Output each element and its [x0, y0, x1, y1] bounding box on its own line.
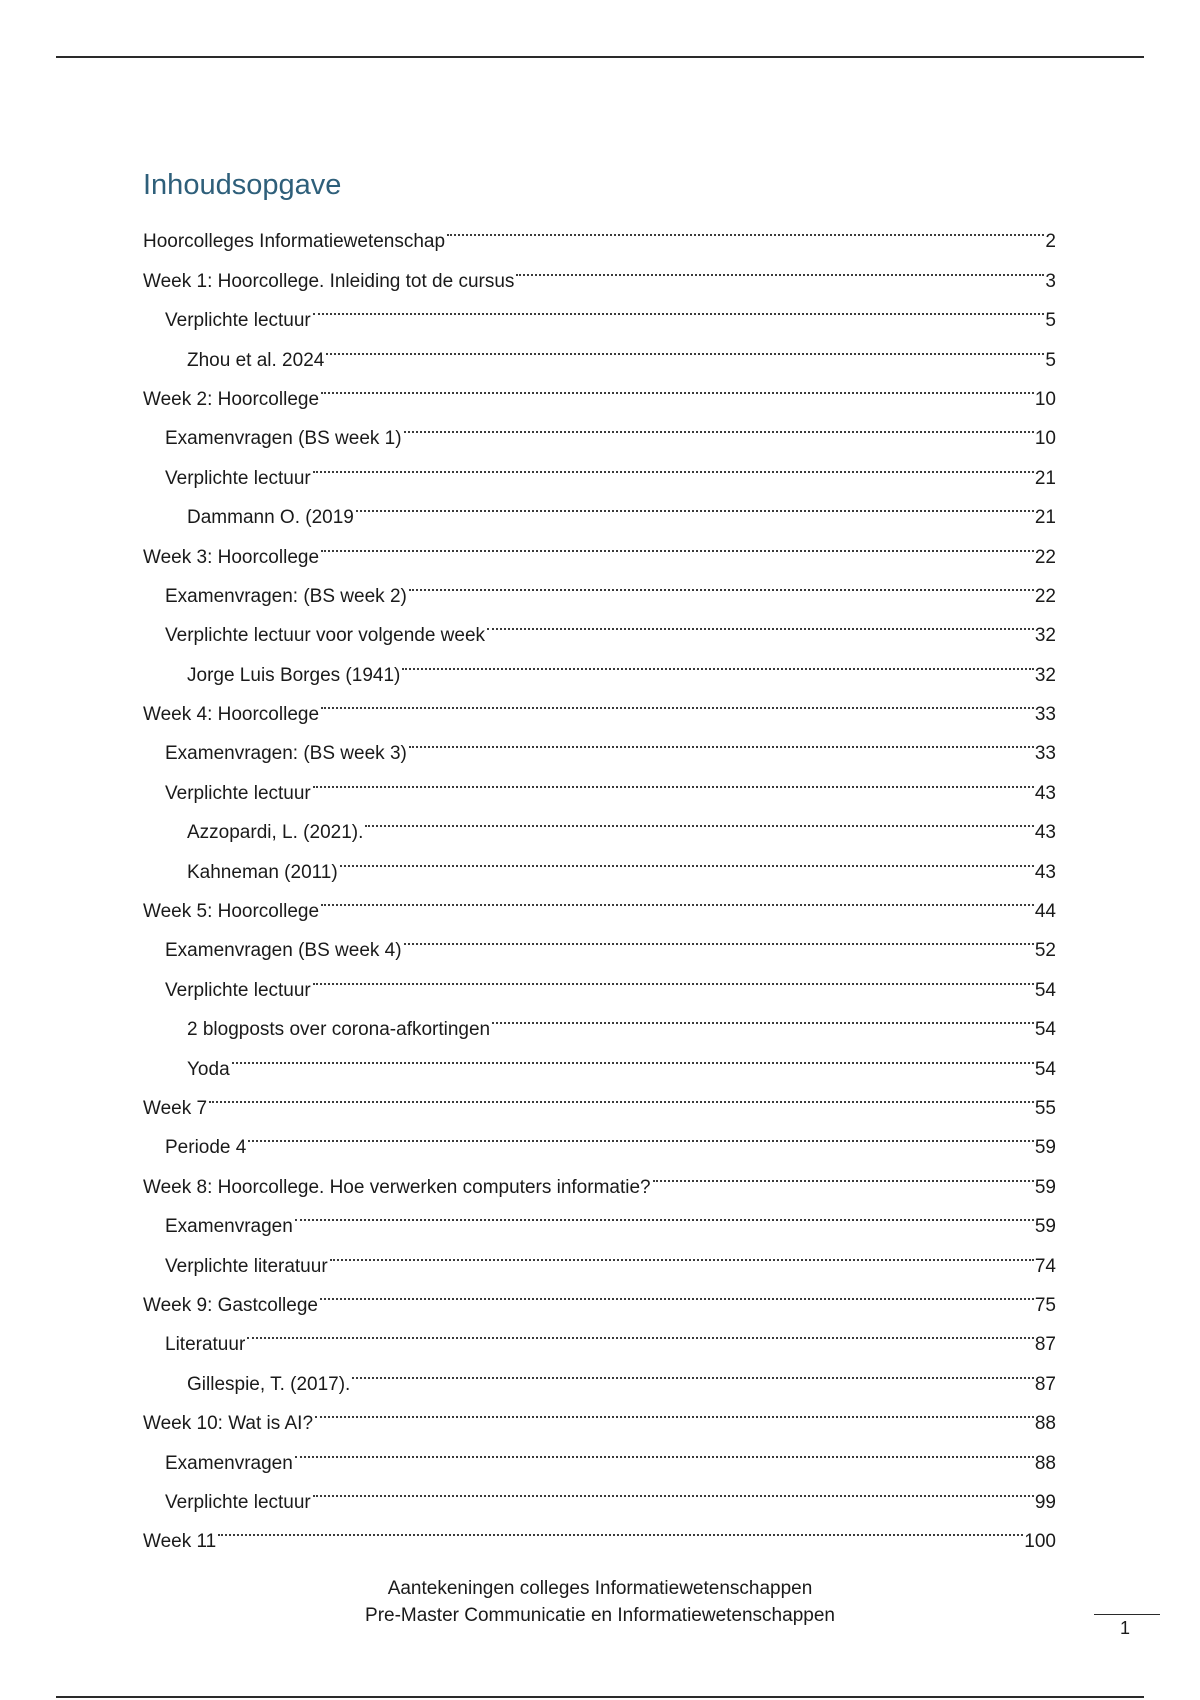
toc-entry-label: Verplichte lectuur voor volgende week	[165, 625, 486, 647]
toc-dot-leader	[352, 1350, 1034, 1389]
toc-entry-label: Week 7	[143, 1097, 208, 1119]
toc-entry-label: Gillespie, T. (2017).	[187, 1373, 351, 1395]
toc-dot-leader	[356, 484, 1034, 523]
toc-entry-label: Verplichte literatuur	[165, 1255, 328, 1277]
toc-entry-page-number: 3	[1045, 270, 1056, 292]
toc-dot-leader	[295, 1429, 1034, 1468]
toc-entry[interactable]	[143, 1075, 1056, 1119]
toc-entry-label: Verplichte lectuur	[165, 467, 311, 489]
toc-dot-leader	[404, 405, 1034, 444]
toc-entry-page-number: 55	[1034, 1097, 1056, 1119]
toc-entry-page-number: 54	[1034, 979, 1056, 1001]
toc-entry-label: Yoda	[187, 1058, 230, 1080]
toc-dot-leader	[209, 1075, 1034, 1114]
toc-dot-leader	[409, 563, 1034, 602]
toc-dot-leader	[402, 641, 1034, 680]
toc-entry-page-number: 32	[1034, 664, 1056, 686]
toc-dot-leader	[330, 1232, 1034, 1271]
toc-dot-leader	[247, 1311, 1034, 1350]
toc-dot-leader	[492, 996, 1034, 1035]
toc-dot-leader	[313, 1469, 1034, 1508]
toc-entry-page-number: 87	[1034, 1373, 1056, 1395]
toc-entry-label: Jorge Luis Borges (1941)	[187, 664, 401, 686]
toc-entry[interactable]	[143, 1114, 1056, 1159]
toc-dot-leader	[365, 799, 1033, 838]
toc-entry-page-number: 59	[1034, 1216, 1056, 1238]
toc-entry-label: Week 11	[143, 1531, 217, 1553]
toc-dot-leader	[232, 1035, 1034, 1074]
toc-entry-page-number: 43	[1034, 822, 1056, 844]
toc-entry-page-number: 59	[1034, 1137, 1056, 1159]
toc-entry-label: Examenvragen	[165, 1452, 293, 1474]
toc-entry-page-number: 32	[1034, 625, 1056, 647]
toc-entry-label: Azzopardi, L. (2021).	[187, 822, 364, 844]
toc-entry-label: Verplichte lectuur	[165, 782, 311, 804]
toc-dot-leader	[313, 759, 1034, 798]
toc-entry-page-number: 74	[1034, 1255, 1056, 1277]
toc-entry-page-number: 43	[1034, 861, 1056, 883]
toc-entry-label: Examenvragen: (BS week 3)	[165, 743, 407, 765]
page-number: 1	[1120, 1618, 1131, 1638]
toc-dot-leader	[315, 1390, 1034, 1429]
toc-entry-label: Week 8: Hoorcollege. Hoe verwerken computers informatie?	[143, 1176, 651, 1198]
toc-entry-page-number: 21	[1034, 467, 1056, 489]
toc-entry-label: Literatuur	[165, 1334, 246, 1356]
toc-dot-leader	[487, 602, 1034, 641]
page-footer	[0, 1575, 1200, 1629]
toc-entry[interactable]	[143, 1035, 1056, 1080]
toc-entry-page-number: 54	[1034, 1019, 1056, 1041]
toc-dot-leader	[248, 1114, 1034, 1153]
toc-dot-leader	[447, 208, 1044, 247]
toc-entry-page-number: 10	[1034, 388, 1056, 410]
footer-line-2: Pre-Master Communicatie en Informatiewetenschappen	[365, 1605, 835, 1626]
toc-entry-label: Examenvragen	[165, 1216, 293, 1238]
toc-entry-label: Examenvragen (BS week 4)	[165, 940, 402, 962]
toc-dot-leader	[320, 1272, 1034, 1311]
toc-dot-leader	[326, 326, 1044, 365]
toc-entry-label: Week 10: Wat is AI?	[143, 1413, 314, 1435]
toc-entry-label: Examenvragen: (BS week 2)	[165, 585, 407, 607]
toc-entry-page-number: 54	[1034, 1058, 1056, 1080]
toc-entry-label: Examenvragen (BS week 1)	[165, 428, 402, 450]
toc-entry-label: Week 3: Hoorcollege	[143, 546, 320, 568]
toc-dot-leader	[653, 1153, 1034, 1192]
toc-dot-leader	[321, 366, 1034, 405]
toc-entry-label: Verplichte lectuur	[165, 310, 311, 332]
page-number-rule	[1094, 1614, 1160, 1615]
toc-entry-page-number: 59	[1034, 1176, 1056, 1198]
footer-rule	[56, 1696, 1144, 1698]
toc-entry[interactable]	[143, 208, 1056, 253]
toc-entry-label: Zhou et al. 2024	[187, 349, 325, 371]
toc-entry-page-number: 33	[1034, 743, 1056, 765]
toc-list	[143, 208, 1056, 1553]
toc-entry-page-number: 99	[1034, 1491, 1056, 1513]
toc-entry-label: Verplichte lectuur	[165, 1491, 311, 1513]
toc-entry-page-number: 22	[1034, 585, 1056, 607]
toc-entry-page-number: 88	[1034, 1452, 1056, 1474]
toc-entry-page-number: 52	[1034, 940, 1056, 962]
toc-title: Inhoudsopgave	[143, 169, 342, 201]
toc-dot-leader	[313, 287, 1045, 326]
toc-dot-leader	[321, 878, 1034, 917]
toc-entry-label: Week 5: Hoorcollege	[143, 901, 320, 923]
toc-entry-label: Hoorcolleges Informatiewetenschap	[143, 231, 446, 253]
toc-dot-leader	[321, 523, 1034, 562]
toc-entry-page-number: 88	[1034, 1413, 1056, 1435]
toc-entry-label: Dammann O. (2019	[187, 507, 354, 529]
toc-entry-label: Week 9: Gastcollege	[143, 1294, 318, 1316]
toc-entry-page-number: 22	[1034, 546, 1056, 568]
toc-entry-page-number: 100	[1024, 1531, 1056, 1553]
toc-entry-page-number: 87	[1034, 1334, 1056, 1356]
toc-entry-page-number: 5	[1045, 349, 1056, 371]
toc-dot-leader	[409, 720, 1034, 759]
toc-entry-page-number: 10	[1034, 428, 1056, 450]
toc-entry-page-number: 75	[1034, 1294, 1056, 1316]
toc-entry-label: Week 4: Hoorcollege	[143, 704, 320, 726]
toc-entry[interactable]	[143, 1153, 1056, 1198]
toc-dot-leader	[313, 444, 1034, 483]
toc-entry-page-number: 21	[1034, 507, 1056, 529]
toc-dot-leader	[218, 1508, 1023, 1547]
toc-entry-label: Periode 4	[165, 1137, 247, 1159]
toc-entry-page-number: 2	[1045, 231, 1056, 253]
toc-dot-leader	[313, 956, 1034, 995]
toc-entry-label: 2 blogposts over corona-afkortingen	[187, 1019, 491, 1041]
header-rule	[56, 56, 1144, 58]
toc-entry-page-number: 44	[1034, 901, 1056, 923]
toc-entry-page-number: 5	[1045, 310, 1056, 332]
toc-entry-page-number: 33	[1034, 704, 1056, 726]
toc-entry-label: Week 1: Hoorcollege. Inleiding tot de cursus	[143, 270, 515, 292]
footer-line-1: Aantekeningen colleges Informatiewetenschappen	[387, 1578, 813, 1599]
toc-entry[interactable]	[143, 1508, 1056, 1553]
toc-dot-leader	[516, 247, 1044, 286]
toc-dot-leader	[295, 1193, 1034, 1232]
toc-entry-page-number: 43	[1034, 782, 1056, 804]
toc-dot-leader	[321, 681, 1034, 720]
toc-dot-leader	[340, 838, 1034, 877]
toc-entry-label: Verplichte lectuur	[165, 979, 311, 1001]
toc-dot-leader	[404, 917, 1034, 956]
toc-entry[interactable]	[143, 1350, 1056, 1395]
toc-entry-label: Week 2: Hoorcollege	[143, 388, 320, 410]
table-of-contents	[143, 166, 1056, 1553]
toc-entry[interactable]	[143, 1311, 1056, 1356]
toc-entry-label: Kahneman (2011)	[187, 861, 338, 883]
